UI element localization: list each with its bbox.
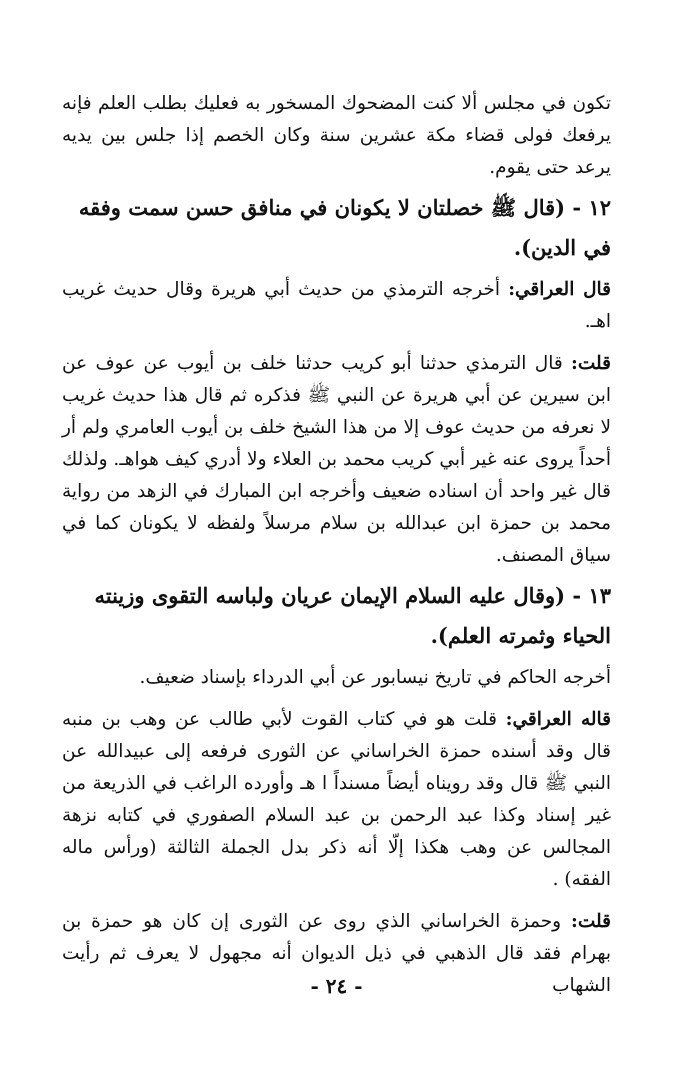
- hadith-heading-12: ١٢ - (قال ﷺ خصلتان لا يكونان في منافق حسن سمت وفقه في الدين).: [78, 195, 611, 260]
- hakim-reference: أخرجه الحاكم في تاريخ نيسابور عن أبي الدرداء بإسناد ضعيف.: [139, 667, 611, 688]
- qult-label: قلت:: [571, 353, 611, 374]
- iraqi-label-2: قاله العراقي:: [505, 709, 611, 730]
- qult-text: قال الترمذي حدثنا أبو كريب حدثنا خلف بن أيوب عن عوف عن ابن سيرين عن أبي هريرة عن النبي ﷺ فذكره ثم قال هذا حديث غريب لا نعرفه من حديث عوف إلا من هذا الشيخ خلف بن أيوب العامري ولم أر أحداً يروى عنه غير أبي كريب محمد بن العلاء ولا أدري كيف هواهـ. ولذلك قال غير واحد أن اسناده ضعيف وأخرجه ابن المبارك في الزهد من رواية محمد بن حمزة ابن عبدالله بن سلام مرسلاً ولفظه لا يكونان كما في سياق المصنف.: [62, 353, 611, 566]
- hadith-heading-13: ١٣ - (وقال عليه السلام الإيمان عريان ولباسه التقوى وزينته الحياء وثمرته العلم).: [94, 583, 611, 648]
- iraqi-commentary-2: [62, 704, 611, 896]
- iraqi-text: أخرجه الترمذي من حديث أبي هريرة وقال حديث غريب اهـ.: [62, 279, 611, 332]
- iraqi-text-2: قلت هو في كتاب القوت لأبي طالب عن وهب بن منبه قال وقد أسنده حمزة الخراساني عن الثورى فرفعه إلى عبيدالله عن النبي ﷺ قال وقد رويناه أيضاً مسنداً ا هـ وأورده الراغب في الذريعة من غير إسناد وكذا عبد الرحمن بن عبد السلام الصفوري في كتابه نزهة المجالس عن وهب هكذا إلّا أنه ذكر بدل الجملة الثالثة (ورأس ماله الفقه) .: [62, 709, 611, 890]
- iraqi-label: قال العراقي:: [508, 279, 611, 300]
- page-number: - ٢٤ -: [310, 974, 363, 998]
- paragraph-continuation: تكون في مجلس ألا كنت المضحوك المسخور به فعليك بطلب العلم فإنه يرفعك فولى قضاء مكة عشرين سنة وكان الخصم إذا جلس بين يديه يرعد حتى يقوم.: [62, 93, 611, 178]
- author-note-1: [62, 348, 611, 572]
- qult-label-2: قلت:: [571, 911, 611, 932]
- iraqi-commentary-1: [62, 274, 611, 338]
- qult-text-2: وحمزة الخراساني الذي روى عن الثورى إن كان هو حمزة بن بهرام فقد قال الذهبي في ذيل الديوان أنه مجهول لا يعرف ثم رأيت الشهاب: [62, 911, 611, 996]
